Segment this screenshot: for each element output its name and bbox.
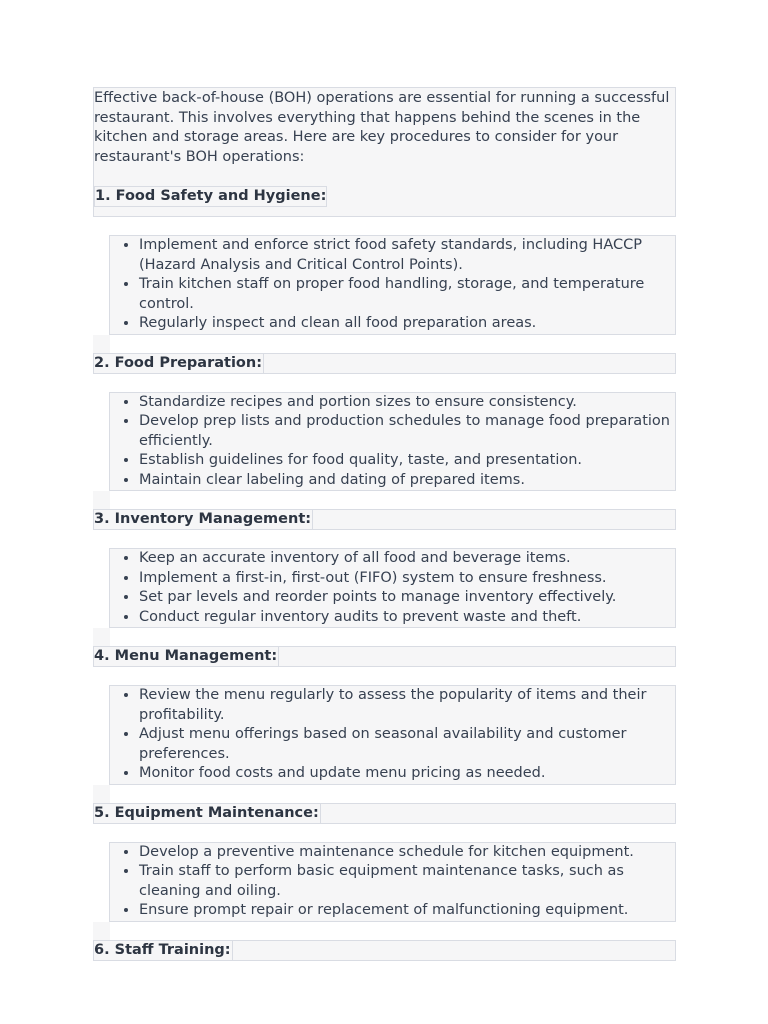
list-item: • Standardize recipes and portion sizes to ensure consistency. bbox=[139, 393, 675, 413]
spacer bbox=[93, 335, 676, 353]
spacer bbox=[93, 824, 676, 842]
list-item: • Regularly inspect and clean all food preparation areas. bbox=[139, 314, 675, 334]
section-heading-3 bbox=[93, 509, 676, 530]
document-body bbox=[93, 87, 676, 961]
list-item: • Develop a preventive maintenance schedule for kitchen equipment. bbox=[139, 843, 675, 863]
spacer bbox=[93, 922, 676, 940]
list-item: • Adjust menu offerings based on seasonal availability and customer preferences. bbox=[139, 725, 675, 764]
section-1-list bbox=[109, 235, 676, 335]
section-heading-1-text: 1. Food Safety and Hygiene: bbox=[94, 186, 327, 207]
spacer bbox=[93, 374, 676, 392]
spacer bbox=[93, 530, 676, 548]
section-heading-6-text: 6. Staff Training: bbox=[94, 941, 231, 958]
section-heading-3-text: 3. Inventory Management: bbox=[94, 511, 312, 527]
spacer bbox=[93, 785, 676, 803]
list-item: • Implement and enforce strict food safety standards, including HACCP (Hazard Analysis and Critical Control Points). bbox=[139, 236, 675, 275]
list-item: • Implement a first-in, first-out (FIFO) system to ensure freshness. bbox=[139, 569, 675, 589]
section-heading-4-text: 4. Menu Management: bbox=[94, 648, 278, 664]
list-item: • Establish guidelines for food quality, taste, and presentation. bbox=[139, 451, 675, 471]
section-heading-5 bbox=[93, 803, 676, 824]
section-heading-5-text: 5. Equipment Maintenance: bbox=[94, 804, 319, 821]
list-item: • Conduct regular inventory audits to prevent waste and theft. bbox=[139, 608, 675, 628]
section-heading-2-text: 2. Food Preparation: bbox=[94, 354, 263, 371]
section-3-list bbox=[109, 548, 676, 628]
spacer bbox=[93, 217, 676, 235]
spacer bbox=[93, 628, 676, 646]
list-item: • Develop prep lists and production schedules to manage food preparation efficiently. bbox=[139, 412, 675, 451]
list-item: • Keep an accurate inventory of all food and beverage items. bbox=[139, 549, 675, 569]
spacer bbox=[93, 491, 676, 509]
list-item: • Train staff to perform basic equipment maintenance tasks, such as cleaning and oiling. bbox=[139, 862, 675, 901]
list-item: • Review the menu regularly to assess the popularity of items and their profitability. bbox=[139, 686, 675, 725]
section-4-list bbox=[109, 685, 676, 785]
list-item: • Monitor food costs and update menu pricing as needed. bbox=[139, 764, 675, 784]
list-item: • Train kitchen staff on proper food handling, storage, and temperature control. bbox=[139, 275, 675, 314]
list-item: • Set par levels and reorder points to manage inventory effectively. bbox=[139, 588, 675, 608]
section-heading-4 bbox=[93, 646, 676, 667]
spacer bbox=[93, 667, 676, 685]
intro-paragraph: Effective back-of-house (BOH) operations are essential for running a successful restaurant. This involves everything that happens behind the scenes in the kitchen and storage areas. Here are key procedures to consider for your restaurant's BOH operations: bbox=[94, 90, 670, 165]
section-2-list bbox=[109, 392, 676, 492]
list-item: • Ensure prompt repair or replacement of malfunctioning equipment. bbox=[139, 901, 675, 921]
section-heading-1 bbox=[94, 186, 675, 207]
intro-block bbox=[93, 87, 676, 217]
section-heading-2 bbox=[93, 353, 676, 374]
section-5-list bbox=[109, 842, 676, 922]
section-heading-6 bbox=[93, 940, 676, 961]
list-item: • Maintain clear labeling and dating of prepared items. bbox=[139, 471, 675, 491]
